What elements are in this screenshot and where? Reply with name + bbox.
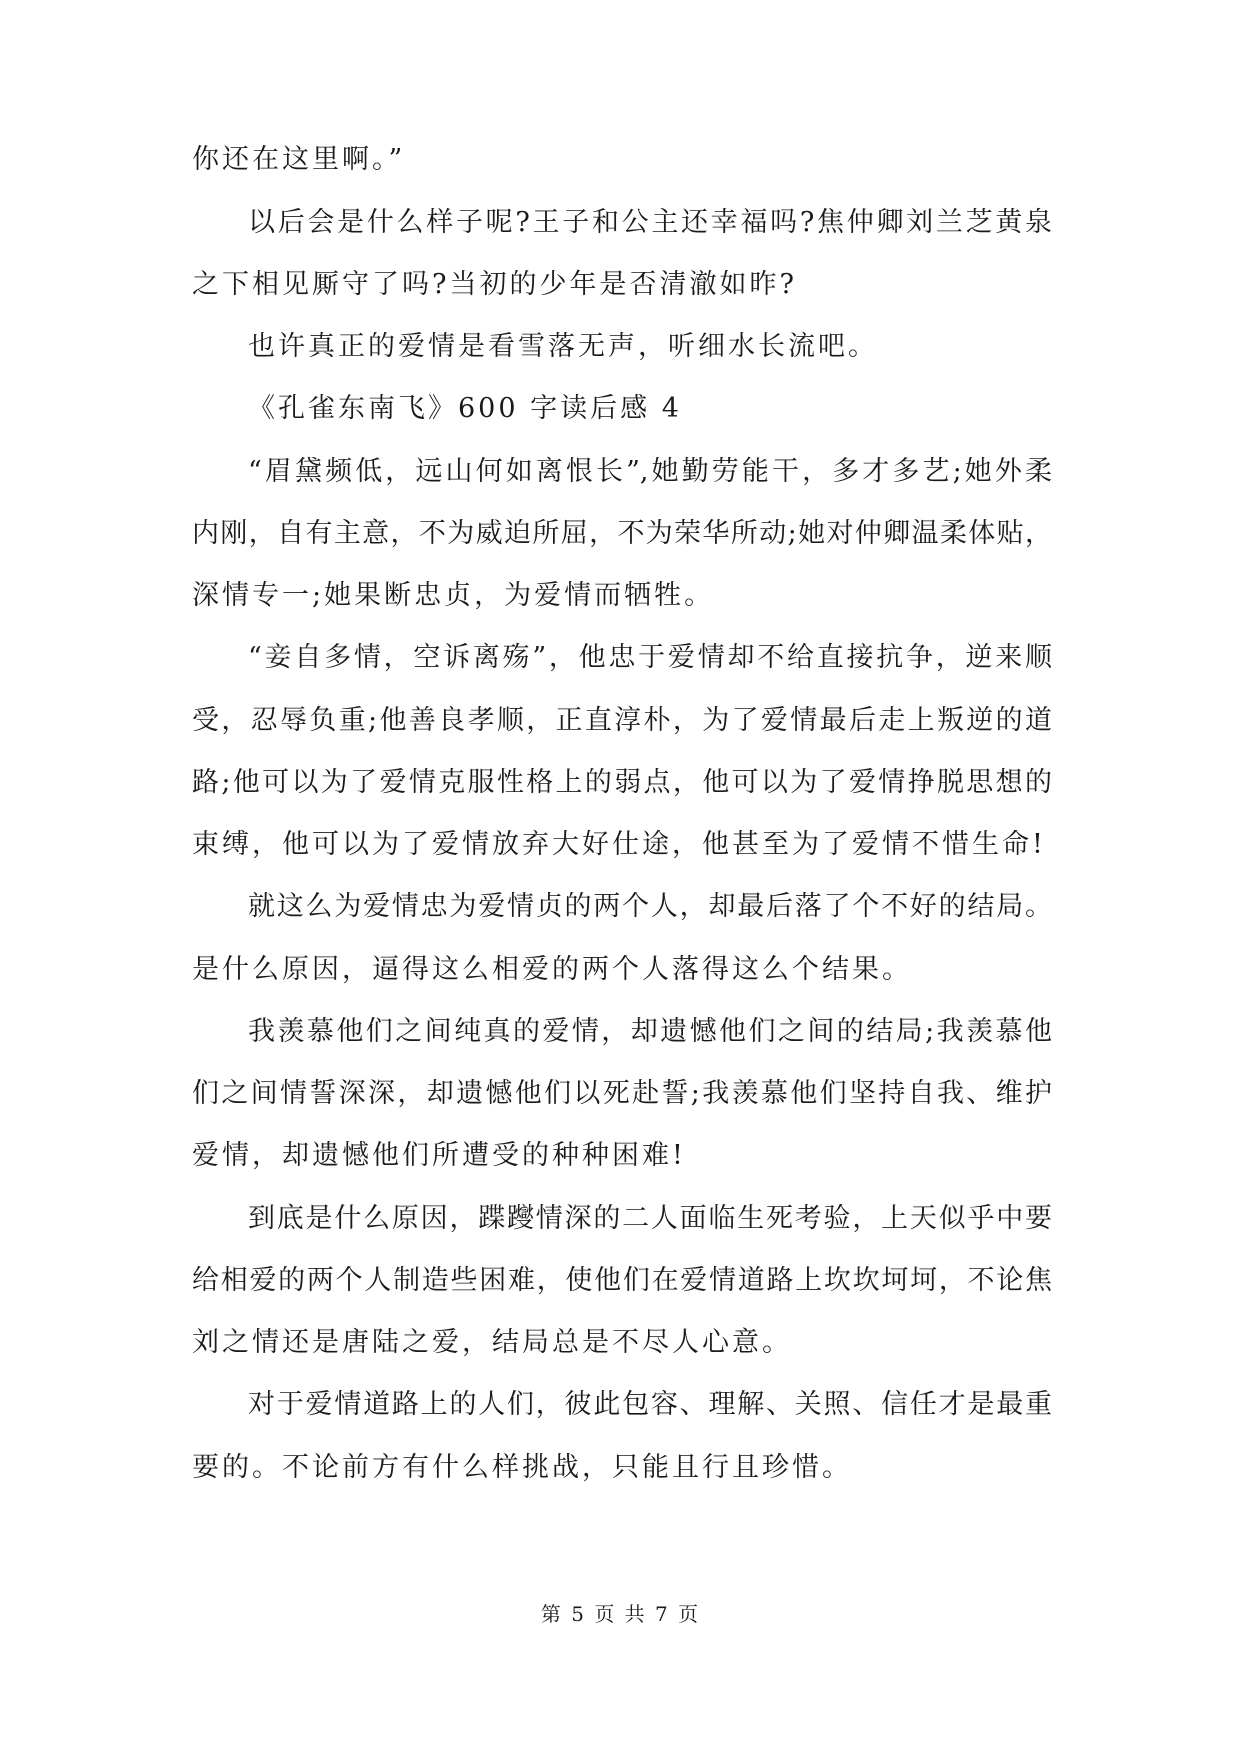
paragraph-line: 对于爱情道路上的人们，彼此包容、理解、关照、信任才是最重 bbox=[248, 1389, 1052, 1420]
paragraph-line: “眉黛频低，远山何如离恨长”,她勤劳能干，多才多艺;她外柔 bbox=[248, 456, 1052, 487]
paragraph-line: 路;他可以为了爱情克服性格上的弱点，他可以为了爱情挣脱思想的 bbox=[192, 767, 1052, 798]
paragraph-line: 深情专一;她果断忠贞，为爱情而牺牲。 bbox=[192, 580, 715, 611]
paragraph-line: 就这么为爱情忠为爱情贞的两个人，却最后落了个不好的结局。 bbox=[248, 891, 1052, 922]
paragraph-line: 以后会是什么样子呢?王子和公主还幸福吗?焦仲卿刘兰芝黄泉 bbox=[248, 207, 1052, 238]
paragraph-line: 内刚，自有主意，不为威迫所屈，不为荣华所动;她对仲卿温柔体贴， bbox=[192, 518, 1052, 549]
paragraph-line: 也许真正的爱情是看雪落无声，听细水长流吧。 bbox=[248, 331, 878, 362]
paragraph-line: 要的。不论前方有什么样挑战，只能且行且珍惜。 bbox=[192, 1452, 852, 1483]
paragraph-line: 刘之情还是唐陆之爱，结局总是不尽人心意。 bbox=[192, 1327, 792, 1358]
paragraph-line: 束缚，他可以为了爱情放弃大好仕途，他甚至为了爱情不惜生命! bbox=[192, 829, 1046, 860]
paragraph-line: 给相爱的两个人制造些困难，使他们在爱情道路上坎坎坷坷，不论焦 bbox=[192, 1265, 1052, 1296]
paragraph-line: “妾自多情，空诉离殇”，他忠于爱情却不给直接抗争，逆来顺 bbox=[248, 642, 1052, 673]
paragraph-line: 们之间情誓深深，却遗憾他们以死赴誓;我羡慕他们坚持自我、维护 bbox=[192, 1078, 1052, 1109]
paragraph-line: 爱情，却遗憾他们所遭受的种种困难! bbox=[192, 1140, 686, 1171]
page-number-footer: 第 5 页 共 7 页 bbox=[540, 1602, 701, 1626]
paragraph-line: 之下相见厮守了吗?当初的少年是否清澈如昨? bbox=[192, 269, 797, 300]
paragraph-line: 是什么原因，逼得这么相爱的两个人落得这么个结果。 bbox=[192, 954, 912, 985]
section-heading: 《孔雀东南飞》600 字读后感 4 bbox=[248, 393, 682, 424]
paragraph-line: 我羡慕他们之间纯真的爱情，却遗憾他们之间的结局;我羡慕他 bbox=[248, 1016, 1052, 1047]
paragraph-line: 到底是什么原因，蹀躞情深的二人面临生死考验，上天似乎中要 bbox=[248, 1203, 1052, 1234]
paragraph-line: 你还在这里啊。” bbox=[192, 144, 406, 175]
paragraph-line: 受，忍辱负重;他善良孝顺，正直淳朴，为了爱情最后走上叛逆的道 bbox=[192, 705, 1052, 736]
